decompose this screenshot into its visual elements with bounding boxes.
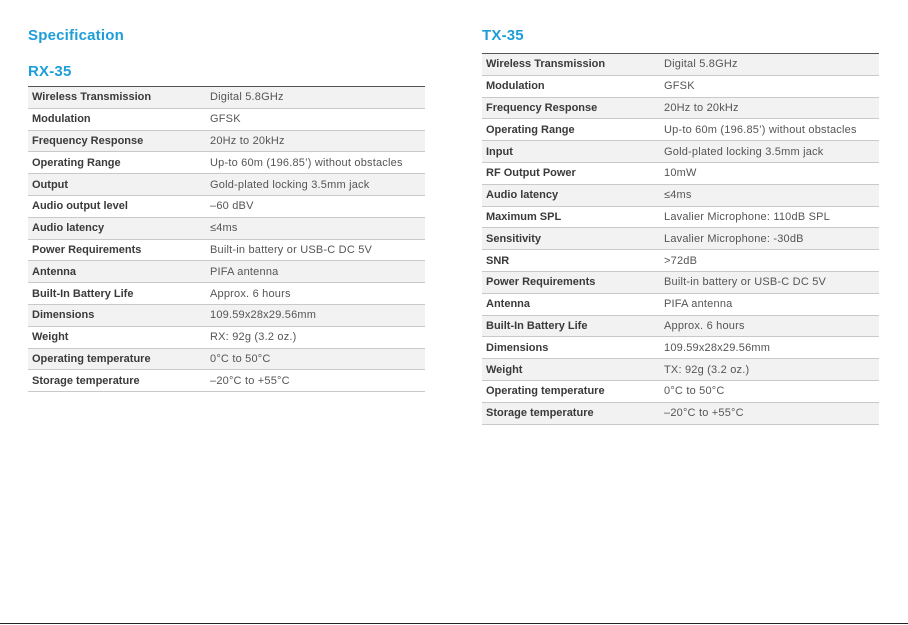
- spec-label: Weight: [28, 326, 206, 348]
- table-row: [28, 87, 425, 109]
- spec-value: 109.59x28x29.56mm: [660, 337, 879, 359]
- spec-label: Modulation: [482, 75, 660, 97]
- table-row: [28, 152, 425, 174]
- spec-value: >72dB: [660, 250, 879, 272]
- tx-spec-table: [482, 53, 879, 425]
- spec-value: Approx. 6 hours: [660, 315, 879, 337]
- spec-value: 20Hz to 20kHz: [206, 130, 425, 152]
- page-title: Specification: [28, 27, 124, 44]
- spec-value: Built-in battery or USB-C DC 5V: [660, 271, 879, 293]
- spec-value: 0°C to 50°C: [660, 380, 879, 402]
- table-row: [28, 261, 425, 283]
- table-row: [482, 380, 879, 402]
- spec-value: PIFA antenna: [660, 293, 879, 315]
- table-row: [28, 174, 425, 196]
- spec-label: Power Requirements: [28, 239, 206, 261]
- spec-value: –20°C to +55°C: [660, 402, 879, 424]
- spec-label: Storage temperature: [482, 402, 660, 424]
- table-row: [482, 206, 879, 228]
- table-row: [28, 130, 425, 152]
- spec-label: Audio latency: [482, 184, 660, 206]
- spec-label: RF Output Power: [482, 162, 660, 184]
- spec-value: Lavalier Microphone: 110dB SPL: [660, 206, 879, 228]
- table-row: [482, 54, 879, 76]
- spec-label: Frequency Response: [482, 97, 660, 119]
- spec-label: Modulation: [28, 108, 206, 130]
- table-row: [482, 250, 879, 272]
- table-row: [28, 348, 425, 370]
- spec-label: Antenna: [482, 293, 660, 315]
- spec-value: Digital 5.8GHz: [206, 87, 425, 109]
- spec-label: Operating temperature: [482, 380, 660, 402]
- spec-value: Approx. 6 hours: [206, 283, 425, 305]
- table-row: [482, 184, 879, 206]
- spec-label: Dimensions: [482, 337, 660, 359]
- table-row: [482, 75, 879, 97]
- table-row: [28, 304, 425, 326]
- spec-label: Wireless Transmission: [28, 87, 206, 109]
- spec-label: Built-In Battery Life: [28, 283, 206, 305]
- spec-label: Input: [482, 141, 660, 163]
- spec-value: GFSK: [660, 75, 879, 97]
- table-row: [482, 402, 879, 424]
- spec-value: 10mW: [660, 162, 879, 184]
- footer-divider: [0, 623, 908, 624]
- spec-value: PIFA antenna: [206, 261, 425, 283]
- table-row: [482, 315, 879, 337]
- table-row: [28, 370, 425, 392]
- table-row: [482, 359, 879, 381]
- tx-section-title: TX-35: [482, 27, 524, 44]
- spec-value: Gold-plated locking 3.5mm jack: [660, 141, 879, 163]
- spec-value: Digital 5.8GHz: [660, 54, 879, 76]
- spec-label: Audio output level: [28, 195, 206, 217]
- spec-label: Power Requirements: [482, 271, 660, 293]
- spec-label: Operating Range: [482, 119, 660, 141]
- spec-value: Lavalier Microphone: -30dB: [660, 228, 879, 250]
- table-row: [482, 293, 879, 315]
- spec-label: Dimensions: [28, 304, 206, 326]
- spec-value: ≤4ms: [206, 217, 425, 239]
- table-row: [482, 337, 879, 359]
- spec-label: Audio latency: [28, 217, 206, 239]
- spec-label: Built-In Battery Life: [482, 315, 660, 337]
- spec-value: ≤4ms: [660, 184, 879, 206]
- spec-value: RX: 92g (3.2 oz.): [206, 326, 425, 348]
- spec-label: Output: [28, 174, 206, 196]
- table-row: [482, 162, 879, 184]
- table-row: [482, 97, 879, 119]
- rx-section-title: RX-35: [28, 63, 72, 80]
- table-row: [28, 217, 425, 239]
- spec-value: GFSK: [206, 108, 425, 130]
- table-row: [28, 239, 425, 261]
- spec-label: Storage temperature: [28, 370, 206, 392]
- spec-label: SNR: [482, 250, 660, 272]
- spec-value: Up-to 60m (196.85’) without obstacles: [206, 152, 425, 174]
- spec-value: TX: 92g (3.2 oz.): [660, 359, 879, 381]
- table-row: [28, 283, 425, 305]
- spec-label: Operating Range: [28, 152, 206, 174]
- spec-label: Operating temperature: [28, 348, 206, 370]
- spec-label: Wireless Transmission: [482, 54, 660, 76]
- spec-value: –20°C to +55°C: [206, 370, 425, 392]
- table-row: [482, 119, 879, 141]
- table-row: [28, 326, 425, 348]
- spec-value: Built-in battery or USB-C DC 5V: [206, 239, 425, 261]
- spec-value: 109.59x28x29.56mm: [206, 304, 425, 326]
- table-row: [28, 195, 425, 217]
- spec-value: 20Hz to 20kHz: [660, 97, 879, 119]
- spec-label: Sensitivity: [482, 228, 660, 250]
- spec-value: –60 dBV: [206, 195, 425, 217]
- spec-label: Frequency Response: [28, 130, 206, 152]
- spec-value: Gold-plated locking 3.5mm jack: [206, 174, 425, 196]
- table-row: [28, 108, 425, 130]
- spec-value: 0°C to 50°C: [206, 348, 425, 370]
- spec-value: Up-to 60m (196.85’) without obstacles: [660, 119, 879, 141]
- table-row: [482, 271, 879, 293]
- spec-label: Antenna: [28, 261, 206, 283]
- table-row: [482, 141, 879, 163]
- rx-spec-table: [28, 86, 425, 392]
- table-row: [482, 228, 879, 250]
- spec-label: Weight: [482, 359, 660, 381]
- spec-label: Maximum SPL: [482, 206, 660, 228]
